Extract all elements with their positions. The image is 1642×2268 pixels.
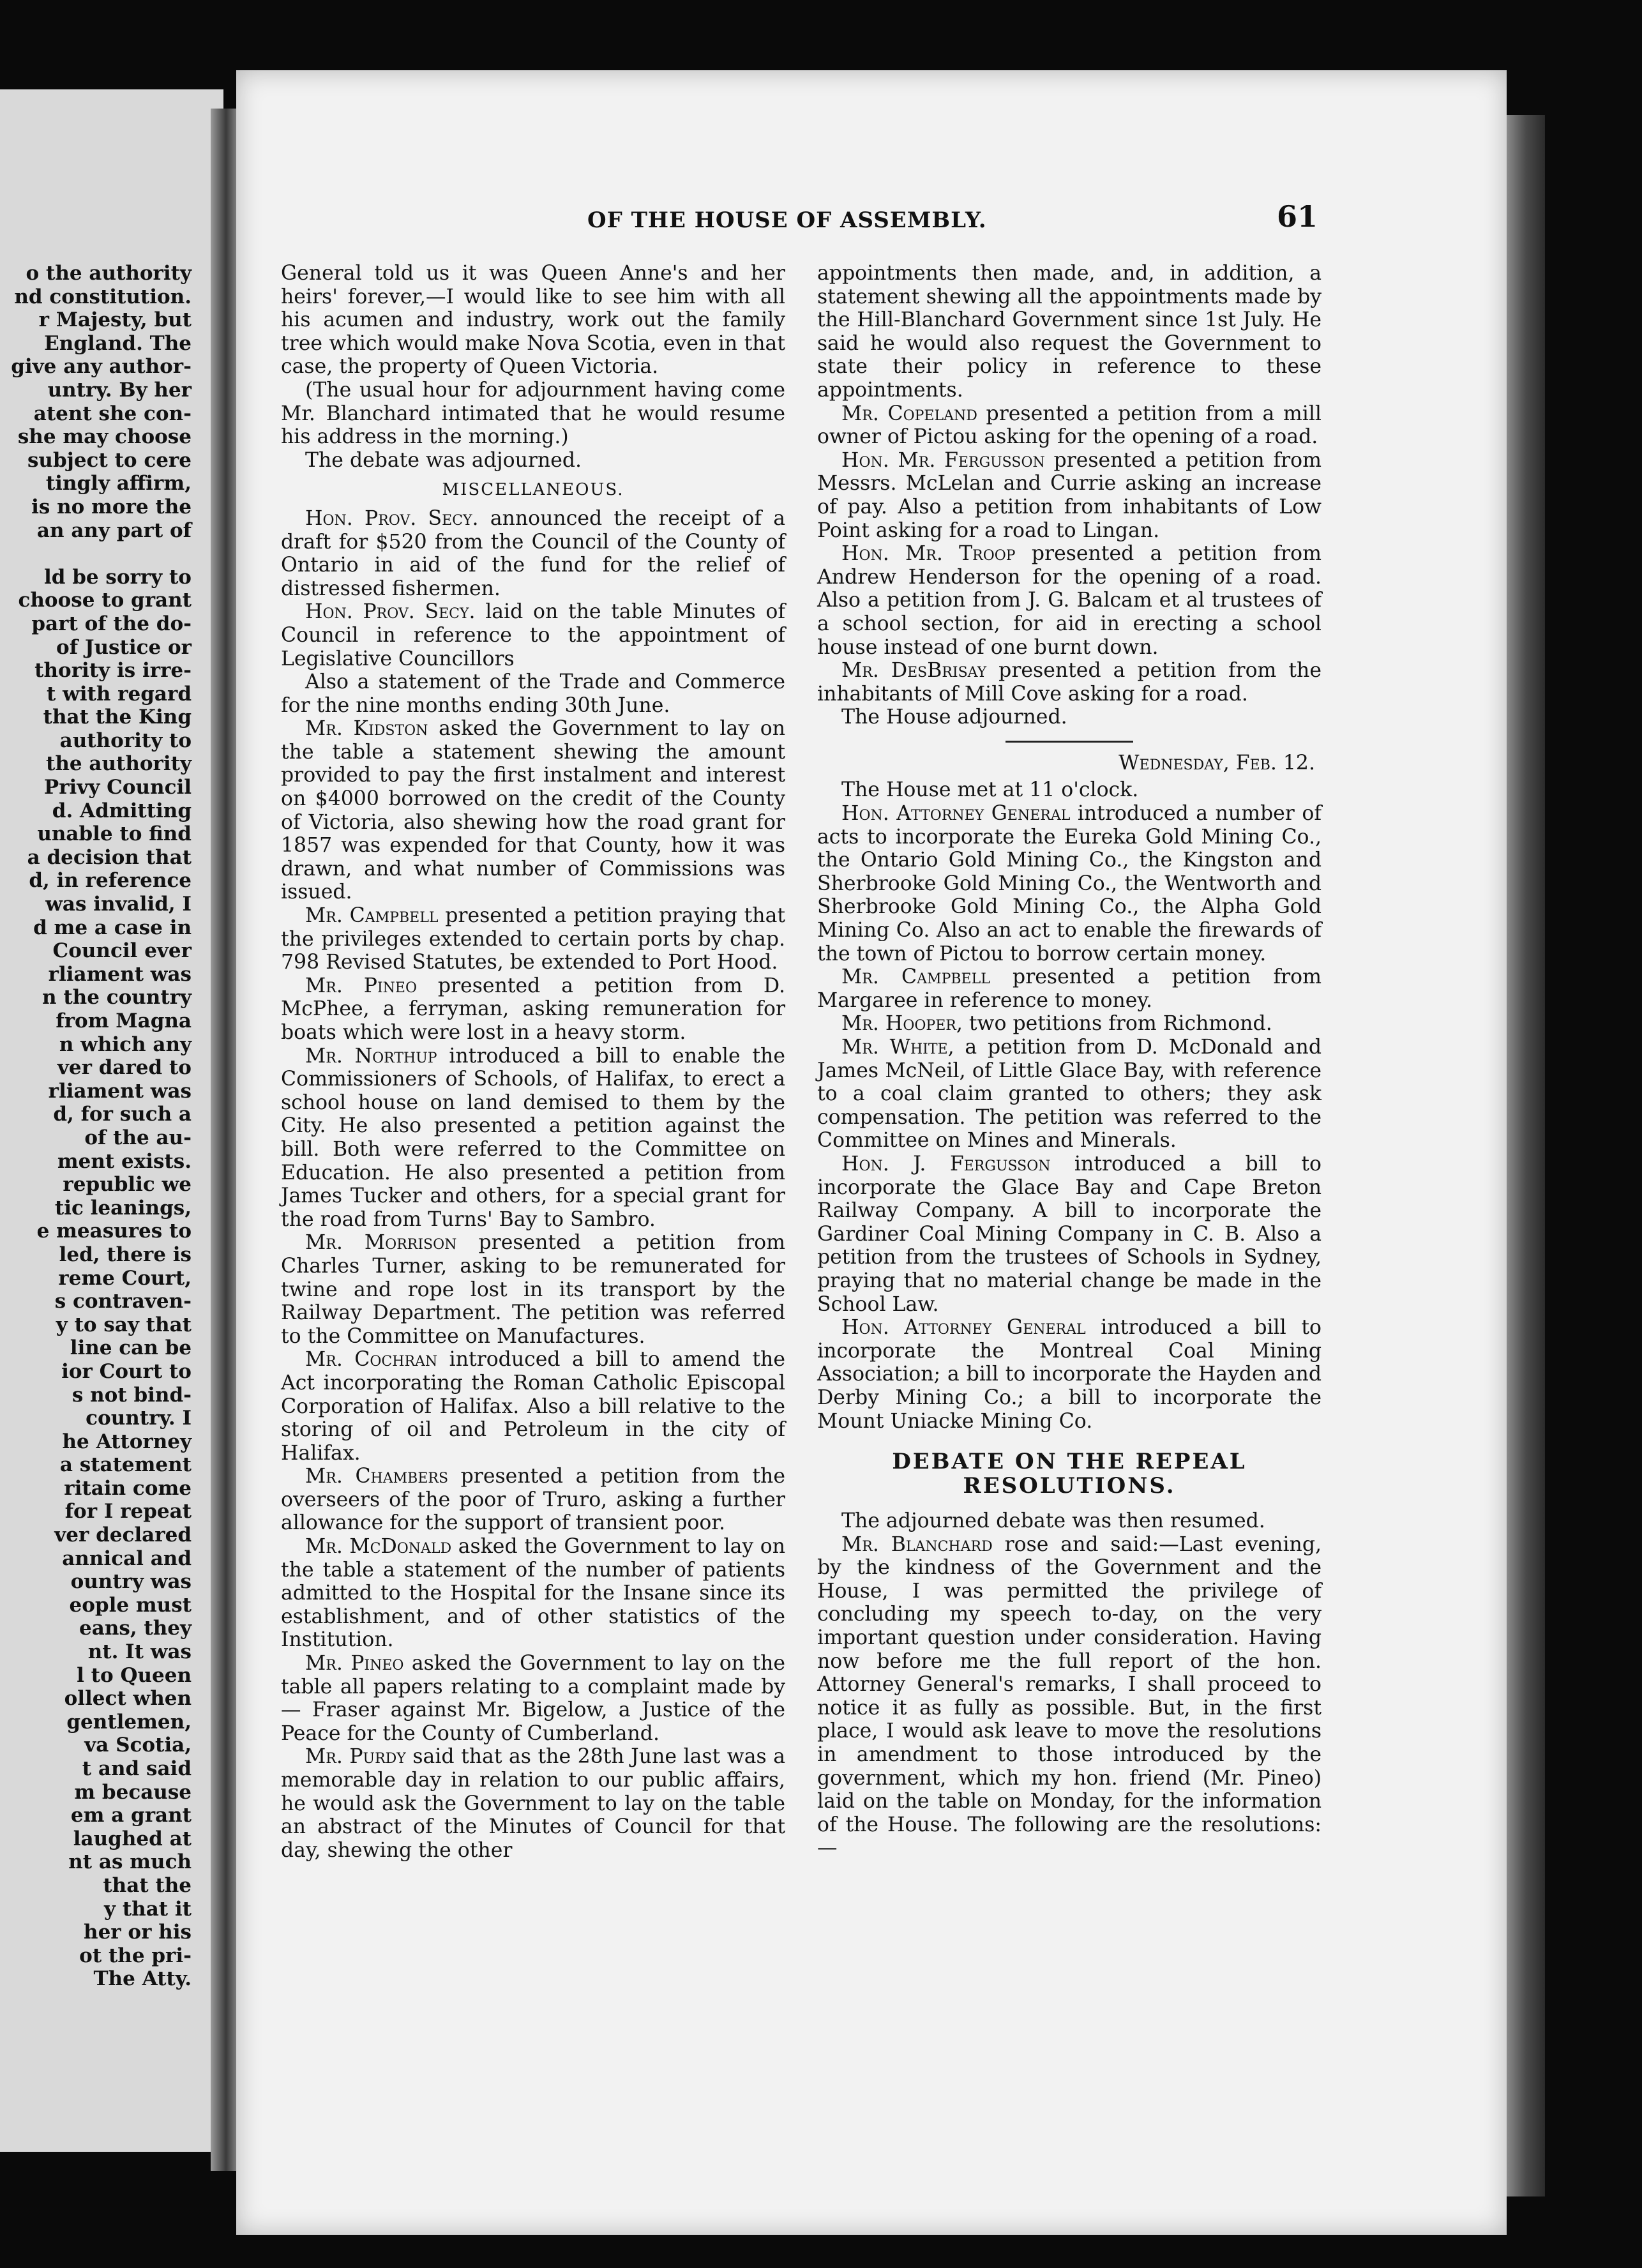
speaker-name: Mr. McDonald [305,1535,452,1559]
facing-page-line: ld be sorry to [43,565,192,589]
facing-page-line: from Magna [56,1009,192,1032]
paragraph: The House met at 11 o'clock. [841,778,1139,802]
facing-page-line: d, in reference [29,869,192,893]
facing-page-line: o the authority [26,262,192,285]
paragraph: Mr. Pineo asked the Government to lay on the table all papers relating to a complaint made by — Fraser against Mr. Bigelow, a Justice of the Peace for the County of Cumberland. [281,1652,786,1745]
facing-page-line: reme Court, [58,1266,192,1290]
speaker-name: Mr. Morrison [305,1231,457,1255]
speaker-name: Mr. Hooper, [841,1012,963,1036]
paragraph: Hon. Mr. Fergusson presented a petition from Messrs. McLelan and Currie asking an increase of pay. Also a petition from inhabitants of Low Point asking for a road to Lingan. [817,448,1322,542]
paragraph: Mr. Blanchard rose and said:—Last evening, by the kindness of the Government and the House, I was permitted the privilege of concluding my speech to-day, on the very important question under consideration. Having now before me the full report of the hon. Attorney General's remarks, I shall proceed to notice it as fully as possible. But, in the first place, I would ask leave to move the resolutions in amendment to those introduced by the government, which my hon. friend (Mr. Pineo) laid on the table on Monday, for the information of the House. The following are the resolutions:— [817,1532,1322,1860]
speaker-name: Hon. Attorney General [841,802,1071,826]
facing-page-line: y that it [104,1897,192,1921]
speaker-name: Hon. J. Fergusson [841,1152,1051,1176]
paragraph: Mr. Copeland presented a petition from a mill owner of Pictou asking for the opening of a road. [817,402,1322,449]
paragraph: Mr. Northup introduced a bill to enable the Commissioners of Schools, of Halifax, to erect a school house on land demised to them by the City. He also presented a petition against the bill. Both were referred to the Committee on Education. He also presented a petition from James Tucker and others, for a special grant for the road from Turns' Bay to Sambro. [281,1044,785,1231]
paragraph: Hon. Attorney General introduced a number of acts to incorporate the Eureka Gold Mining Co., the Ontario Gold Mining Co., the Kingston and Sherbrooke Gold Mining Co., the Wentworth and Sherbrooke Gold Mining Co., the Alpha Gold Mining Co. Also an act to enable the firewards of the town of Pictou to borrow certain money. [817,802,1322,965]
paragraph: appointments then made, and, in addition, a statement shewing all the appointments made by the Hill-Blanchard Government since 1st July. He said he would also request the Government to state their policy in reference to these appointments. [817,262,1322,402]
paragraph: (The usual hour for adjournment having come Mr. Blanchard intimated that he would resume his address in the morning.) [281,378,785,449]
speaker-name: Hon. Mr. Troop [841,542,1016,566]
paragraph: Hon. Mr. Troop presented a petition from Andrew Henderson for the opening of a road. Also a petition from J. G. Balcam et al trustees of a school section, for aid in erecting a school house instead of one burnt down. [817,542,1322,659]
paragraph: General told us it was Queen Anne's and her heirs' forever,—I would like to see him with all his acumen and industry, work out the family tree which would make Nova Scotia, even in that case, the property of Queen Victoria. [281,262,785,379]
facing-page-text [0,262,192,1991]
paragraph: The House adjourned. [841,706,1067,729]
running-head: OF THE HOUSE OF ASSEMBLY. [587,208,987,233]
facing-page-line: t with regard [46,682,192,706]
speaker-name: Mr. Blanchard [841,1532,993,1556]
paragraph: Mr. Kidston asked the Government to lay on the table a statement shewing the amount provided to pay the first instalment and interest on $4000 borrowed on the credit of the County of Victoria, also shewing how the road grant for 1857 was expended for that County, how it was drawn, and what number of Commissions was issued. [281,717,785,904]
facing-page-line: rliament was [48,962,192,986]
speaker-name: Mr. DesBrisay [841,659,987,683]
facing-page-line: d. Admitting [52,799,192,822]
facing-page-line: d me a case in [33,916,192,939]
facing-page-line: m because [74,1780,192,1804]
facing-page-line: va Scotia, [84,1734,192,1757]
section-heading: DEBATE ON THE REPEAL RESOLUTIONS. [892,1449,1247,1499]
paragraph: Also a statement of the Trade and Commerce for the nine months ending 30th June. [281,670,785,717]
facing-page-line: he Attorney [62,1430,192,1453]
facing-page-line: tic leanings, [54,1196,192,1220]
paragraph: Mr. Morrison presented a petition from Charles Turner, asking to be remunerated for twine and rope lost in its transport by the Railway Department. The petition was referred to the Committee on Manufactures. [281,1231,785,1348]
facing-page-line: untry. By her [47,378,192,402]
facing-page-line: England. The [44,331,192,355]
facing-page-line: line can be [70,1336,192,1360]
facing-page-line: ver dared to [57,1056,192,1080]
speaker-name: Mr. Campbell [305,904,439,928]
facing-page-line: ver declared [54,1523,192,1547]
facing-page-line: nd constitution. [14,285,192,308]
facing-page-line: eans, they [79,1617,192,1640]
facing-page-line: ritain come [64,1476,192,1500]
facing-page-line: em a grant [70,1804,192,1827]
facing-page-line: tingly affirm, [45,472,192,495]
speaker-name: Mr. Kidston [305,717,428,741]
paragraph: Mr. Cochran introduced a bill to amend the Act incorporating the Roman Catholic Episcopal Corporation of Halifax. Also a bill relative to the storing of oil and Petroleum in the city of Halifax. [281,1348,785,1465]
facing-page-line: republic we [63,1173,192,1197]
facing-page-line: y to say that [56,1313,192,1336]
facing-page-line: was invalid, I [45,893,192,916]
facing-page-line: thority is irre- [34,659,192,683]
facing-page-line: nt. It was [87,1640,192,1664]
facing-page-line: ior Court to [61,1359,192,1383]
facing-page-line: e measures to [36,1220,192,1243]
facing-page-line: of Justice or [56,635,192,659]
paragraph: Mr. Pineo presented a petition from D. McPhee, a ferryman, asking remuneration for boats which were lost in a heavy storm. [281,974,785,1044]
paragraph: The debate was adjourned. [305,448,582,472]
facing-page-line: laughed at [73,1827,192,1850]
speaker-name: Mr. Purdy [305,1745,406,1769]
paragraph: Mr. Campbell presented a petition from Margaree in reference to money. [817,965,1322,1012]
facing-page-line: part of the do- [31,612,192,635]
facing-page-line: nt as much [68,1850,192,1874]
facing-page-line: her or his [84,1921,192,1944]
speaker-name: Mr. Campbell [841,965,990,989]
paragraph: Hon. Prov. Secy. laid on the table Minutes of Council in reference to the appointment of Legislative Councillors [281,600,785,670]
facing-page-line: choose to grant [18,589,192,612]
facing-page-line: a decision that [27,845,192,869]
facing-page-line: ountry was [70,1570,192,1594]
speaker-name: Mr. Pineo [305,974,417,997]
facing-page-line: t and said [82,1757,192,1780]
facing-page-line: that the [103,1873,192,1897]
section-rule [1006,741,1133,743]
page-edge [1507,115,1545,2196]
paragraph: Mr. Hooper, two petitions from Richmond. [841,1012,1272,1036]
facing-page-line: subject to cere [27,448,192,472]
facing-page-line: atent she con- [33,402,192,425]
paragraph: Hon. J. Fergusson introduced a bill to incorporate the Glace Bay and Cape Breton Railway Company. A bill to incorporate the Gardiner Coal Mining Company in C. B. Also a petition from the trustees of Schools in Sydney, praying that no material change be made in the School Law. [817,1152,1322,1316]
paragraph: Mr. Campbell presented a petition praying that the privileges extended to certain ports by chap. 798 Revised Statutes, be extended to Port Hood. [281,904,786,974]
facing-page-line: of the au- [84,1126,192,1149]
speaker-name: Mr. Northup [305,1044,437,1068]
facing-page-line: the authority [46,752,192,776]
facing-page-line: Council ever [52,939,192,963]
speaker-name: Mr. Chambers [305,1465,449,1488]
column-right [817,262,1322,1860]
facing-page-line: annical and [62,1546,192,1570]
facing-page-line: an any part of [36,518,192,542]
paragraph: Mr. Purdy said that as the 28th June last was a memorable day in relation to our public affairs, he would ask the Government to lay on the table an abstract of the Minutes of Council for that day, shewing the other [281,1745,785,1862]
facing-page-line: l to Queen [77,1663,192,1687]
facing-page-line: give any author- [11,355,192,379]
facing-page-line: s not bind- [72,1383,192,1407]
facing-page-line: unable to find [37,822,192,846]
speaker-name: Mr. White, [841,1036,954,1059]
facing-page [0,89,223,2152]
page-number: 61 [1277,199,1318,234]
speaker-name: Hon. Prov. Secy. [305,600,476,624]
facing-page-line: for I repeat [64,1500,192,1523]
facing-page-line: The Atty. [93,1967,192,1991]
facing-page-line: ollect when [64,1687,192,1711]
speaker-name: Hon. Prov. Secy. [305,506,479,530]
paragraph: Hon. Prov. Secy. announced the receipt of a draft for $520 from the Council of the County of Ontario in aid of the fund for the relief of distressed fishermen. [281,506,785,600]
facing-page-line: country. I [86,1407,192,1430]
facing-page-line: Privy Council [43,776,192,799]
facing-page-line: that the King [43,706,192,729]
facing-page-line: is no more the [31,495,192,518]
column-left [281,262,785,1862]
facing-page-line: led, there is [59,1243,192,1266]
facing-page-line: s contraven- [54,1290,192,1313]
facing-page-line: eople must [69,1593,192,1617]
paragraph: Mr. McDonald asked the Government to lay on the table a statement of the number of patients admitted to the Hospital for the Insane since its establishment, and of other statistics of the Institution. [281,1535,785,1652]
facing-page-line: gentlemen, [66,1710,192,1734]
speaker-name: Mr. Cochran [305,1348,438,1372]
facing-page-line: n the country [42,986,192,1009]
facing-page-line: authority to [59,729,192,752]
paragraph: Hon. Attorney General introduced a bill to incorporate the Montreal Coal Mining Association; a bill to incorporate the Hayden and Derby Mining Co.; a bill to incorporate the Mount Uniacke Mining Co. [817,1316,1322,1433]
paragraph: Mr. White, a petition from D. McDonald and James McNeil, of Little Glace Bay, with reference to a coal claim granted to others; they ask compensation. The petition was referred to the Committee on Mines and Minerals. [817,1036,1322,1153]
facing-page-line: she may choose [17,425,192,449]
paragraph: Mr. DesBrisay presented a petition from the inhabitants of Mill Cove asking for a road. [817,659,1322,706]
facing-page-line: r Majesty, but [38,308,192,332]
speaker-name: Mr. Pineo [305,1652,404,1675]
facing-page-line: rliament was [48,1079,192,1103]
paragraph: Mr. Chambers presented a petition from the overseers of the poor of Truro, asking a further allowance for the support of transient poor. [281,1465,785,1535]
facing-page-line [0,542,192,566]
facing-page-line: n which any [59,1032,192,1056]
facing-page-line: ment exists. [57,1149,192,1173]
dateline: Wednesday, Feb. 12. [1119,751,1315,775]
speaker-name: Mr. Copeland [841,402,977,425]
facing-page-line: ot the pri- [79,1944,192,1967]
speaker-name: Hon. Mr. Fergusson [841,448,1045,472]
paragraph: The adjourned debate was then resumed. [841,1509,1265,1533]
facing-page-line: d, for such a [53,1103,192,1126]
facing-page-line: a statement [59,1453,192,1477]
speaker-name: Hon. Attorney General [841,1316,1086,1340]
section-heading: MISCELLANEOUS. [442,480,624,500]
